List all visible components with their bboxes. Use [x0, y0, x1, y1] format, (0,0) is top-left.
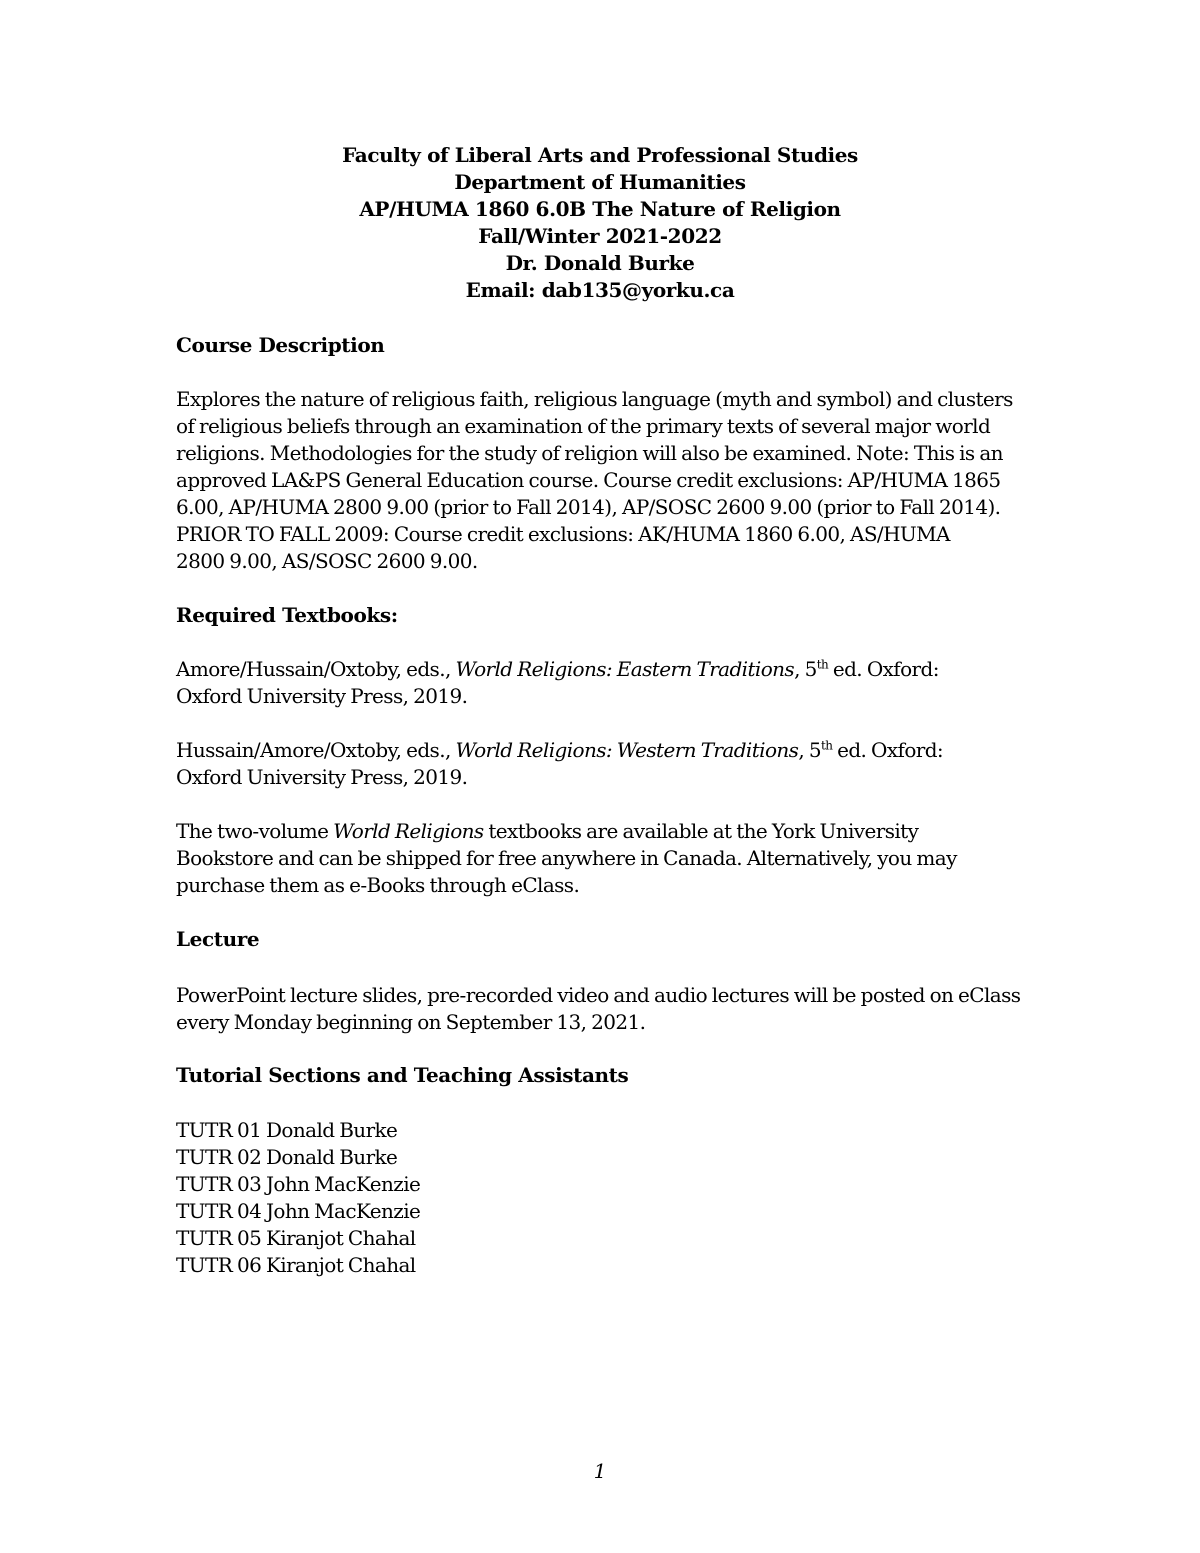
list-item: TUTR 02 Donald Burke: [176, 1145, 398, 1169]
availability-suffix: textbooks are available at the York University: [483, 819, 919, 843]
course-description-text: [176, 386, 1036, 575]
lecture-heading: Lecture: [176, 927, 260, 951]
page-number: 1: [593, 1459, 607, 1483]
list-item: TUTR 04 John MacKenzie: [176, 1199, 421, 1223]
availability-line: Bookstore and can be shipped for free anywhere in Canada. Alternatively, you may: [176, 846, 957, 870]
availability-line: purchase them as e-Books through eClass.: [176, 873, 580, 897]
edition-superscript: th: [816, 657, 829, 672]
textbook-title: World Religions: Eastern Traditions: [455, 657, 795, 681]
textbooks-heading: Required Textbooks:: [176, 603, 398, 627]
textbook-eastern: [176, 656, 1036, 710]
textbook-publisher: Oxford University Press, 2019.: [176, 684, 468, 708]
textbooks-section: [176, 602, 1036, 629]
textbook-edition: , 5: [794, 657, 817, 681]
textbook-citation-line: [176, 656, 1036, 683]
lecture-text: [176, 982, 1036, 1036]
textbook-availability: [176, 818, 1036, 899]
department-title: Department of Humanities: [454, 170, 746, 194]
lecture-line: PowerPoint lecture slides, pre-recorded video and audio lectures will be posted on eClass: [176, 983, 1021, 1007]
instructor-name: Dr. Donald Burke: [505, 251, 695, 275]
textbook-edition: , 5: [798, 738, 821, 762]
availability-prefix: The two-volume: [176, 819, 334, 843]
availability-line: [176, 818, 1036, 845]
edition-superscript: th: [820, 738, 833, 753]
lecture-line: every Monday beginning on September 13, 2021.: [176, 1010, 646, 1034]
faculty-title: Faculty of Liberal Arts and Professional Studies: [342, 143, 858, 167]
textbook-title: World Religions: Western Traditions: [455, 738, 799, 762]
textbook-publisher-city: ed. Oxford:: [828, 657, 939, 681]
textbook-western: [176, 737, 1036, 791]
instructor-email: Email: dab135@yorku.ca: [465, 278, 735, 302]
description-line: approved LA&PS General Education course. Course credit exclusions: AP/HUMA 1865: [176, 468, 1001, 492]
description-line: religions. Methodologies for the study of religion will also be examined. Note: This is an: [176, 441, 1003, 465]
tutorials-section: [176, 1062, 1036, 1089]
document-header: [0, 142, 1200, 304]
list-item: TUTR 01 Donald Burke: [176, 1118, 398, 1142]
course-description-heading: Course Description: [176, 333, 385, 357]
list-item: TUTR 05 Kiranjot Chahal: [176, 1226, 416, 1250]
term-title: Fall/Winter 2021-2022: [478, 224, 722, 248]
textbook-authors: Amore/Hussain/Oxtoby, eds.,: [176, 657, 456, 681]
course-title: AP/HUMA 1860 6.0B The Nature of Religion: [359, 197, 841, 221]
description-line: 2800 9.00, AS/SOSC 2600 9.00.: [176, 549, 478, 573]
textbook-publisher-city: ed. Oxford:: [832, 738, 944, 762]
availability-title: World Religions: [333, 819, 484, 843]
description-line: Explores the nature of religious faith, religious language (myth and symbol) and clusters: [176, 387, 1013, 411]
list-item: TUTR 03 John MacKenzie: [176, 1172, 421, 1196]
lecture-section: [176, 926, 1036, 953]
textbook-authors: Hussain/Amore/Oxtoby, eds.,: [176, 738, 456, 762]
description-line: 6.00, AP/HUMA 2800 9.00 (prior to Fall 2014), AP/SOSC 2600 9.00 (prior to Fall 2014).: [176, 495, 1001, 519]
textbook-citation-line: [176, 737, 1036, 764]
tutorials-list: [176, 1117, 1036, 1279]
list-item: TUTR 06 Kiranjot Chahal: [176, 1253, 416, 1277]
textbook-publisher: Oxford University Press, 2019.: [176, 765, 468, 789]
description-line: PRIOR TO FALL 2009: Course credit exclusions: AK/HUMA 1860 6.00, AS/HUMA: [176, 522, 950, 546]
description-line: of religious beliefs through an examination of the primary texts of several major world: [176, 414, 991, 438]
tutorials-heading: Tutorial Sections and Teaching Assistants: [176, 1063, 629, 1087]
course-description-section: [176, 332, 1036, 359]
